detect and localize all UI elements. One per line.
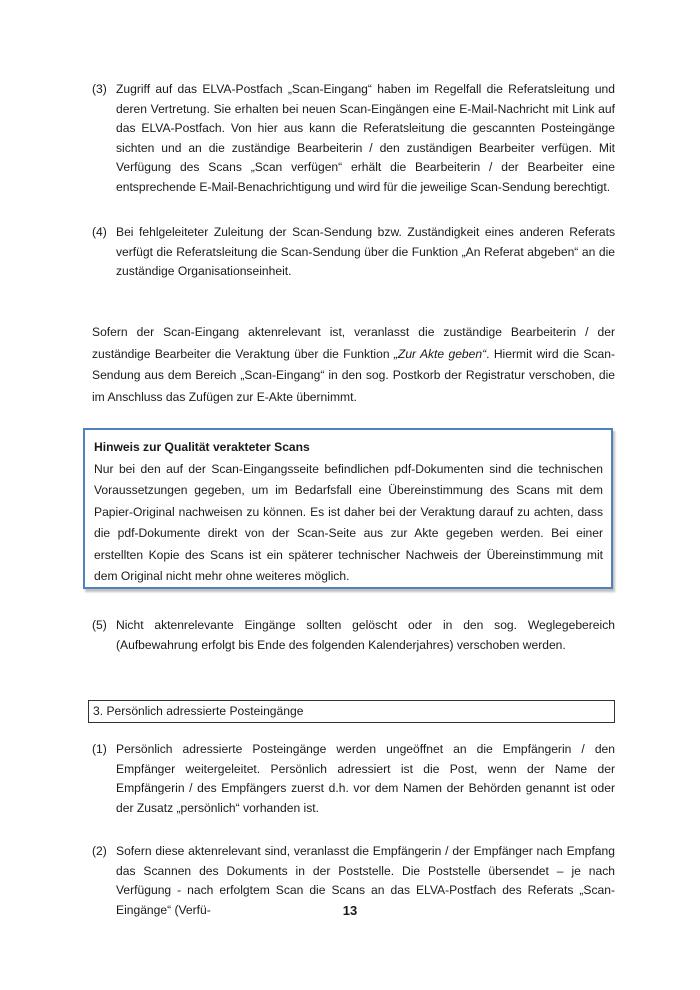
note-text: Nur bei den auf der Scan-Eingangsseite befindlichen pdf-Dokumenten sind die technischen Voraussetzungen gegeben, um im Bedarfsfall eine Übereinstimmung des Scans mit dem Papier-Original nachweisen zu können. Es ist daher bei der Veraktung darauf zu achten, dass die pdf-Dokumente direkt von der Scan-Seite aus zur Akte gegeben werden. Bei einer erstellten Kopie des Scans ist ein späterer technischer Nachweis der Übereinstimmung mit dem Original nicht mehr ohne weiteres möglich. — [94, 461, 603, 583]
paragraph-text-start: Sofern der Scan-Eingang aktenrelevant ist, veranlasst die zuständige Bearbeiterin / der zuständige Bearbeiter die Veraktung über die Funktion — [92, 325, 615, 361]
item-text: Sofern diese aktenrelevant sind, veranlasst die Empfängerin / der Empfänger nach Empfang das Scannen des Dokuments in der Poststelle. Die Poststelle übersendet – je nach Verfügung - nach erfolgtem Scan die Scans an das ELVA-Postfach des Referats „Scan-Eingänge“ (Verfü- — [116, 844, 615, 917]
list-item-1 — [92, 740, 615, 818]
item-number: (4) — [92, 225, 107, 239]
item-number: (3) — [92, 82, 107, 96]
item-text: Nicht aktenrelevante Eingänge sollten gelöscht oder in den sog. Weglegebereich (Aufbewahrung erfolgt bis Ende des folgenden Kalenderjahres) verschoben werden. — [116, 618, 615, 652]
veraktung-paragraph — [92, 322, 615, 408]
item-number: (1) — [92, 742, 107, 756]
list-item-3 — [92, 80, 615, 198]
section-heading: 3. Persönlich adressierte Posteingänge — [88, 700, 615, 723]
item-text: Bei fehlgeleiteter Zuleitung der Scan-Sendung bzw. Zuständigkeit eines anderen Referats verfügt die Referatsleitung die Scan-Sendung über die Funktion „An Referat abgeben“ an die zuständige Organisationseinheit. — [116, 225, 615, 279]
list-item-4 — [92, 223, 615, 282]
note-title: Hinweis zur Qualität verakteter Scans — [94, 440, 310, 454]
paragraph-emphasis: „Zur Akte geben“ — [393, 346, 487, 361]
list-item-5 — [92, 616, 615, 655]
item-text: Persönlich adressierte Posteingänge werden ungeöffnet an die Empfängerin / den Empfänger weitergeleitet. Persönlich adressiert ist die Post, wenn der Name der Empfängerin / des Empfängers zuerst d.h. vor dem Namen der Behörden genannt ist oder der Zusatz „persönlich“ vorhanden ist. — [116, 742, 615, 815]
paragraph-text-end: . Hiermit wird die Scan-Sendung aus dem Bereich „Scan-Eingang“ in den sog. Postkorb der Registratur verschoben, die im Anschluss das Zufügen zur E-Akte übernimmt. — [92, 346, 615, 404]
quality-note-box — [83, 428, 613, 589]
item-number: (2) — [92, 844, 107, 858]
page-number: 13 — [342, 903, 358, 918]
item-number: (5) — [92, 618, 107, 632]
item-text: Zugriff auf das ELVA-Postfach „Scan-Eingang“ haben im Regelfall die Referatsleitung und deren Vertretung. Sie erhalten bei neuen Scan-Eingängen eine E-Mail-Nachricht mit Link auf das ELVA-Postfach. Von hier aus kann die Referatsleitung die gescannten Posteingänge sichten und an die zuständige Bearbeiterin / den zuständigen Bearbeiter verfügen. Mit Verfügung des Scans „Scan verfügen“ erhält die Bearbeiterin / der Bearbeiter eine entsprechende E-Mail-Benachrichtigung und wird für die jeweilige Scan-Sendung berechtigt. — [116, 82, 615, 194]
